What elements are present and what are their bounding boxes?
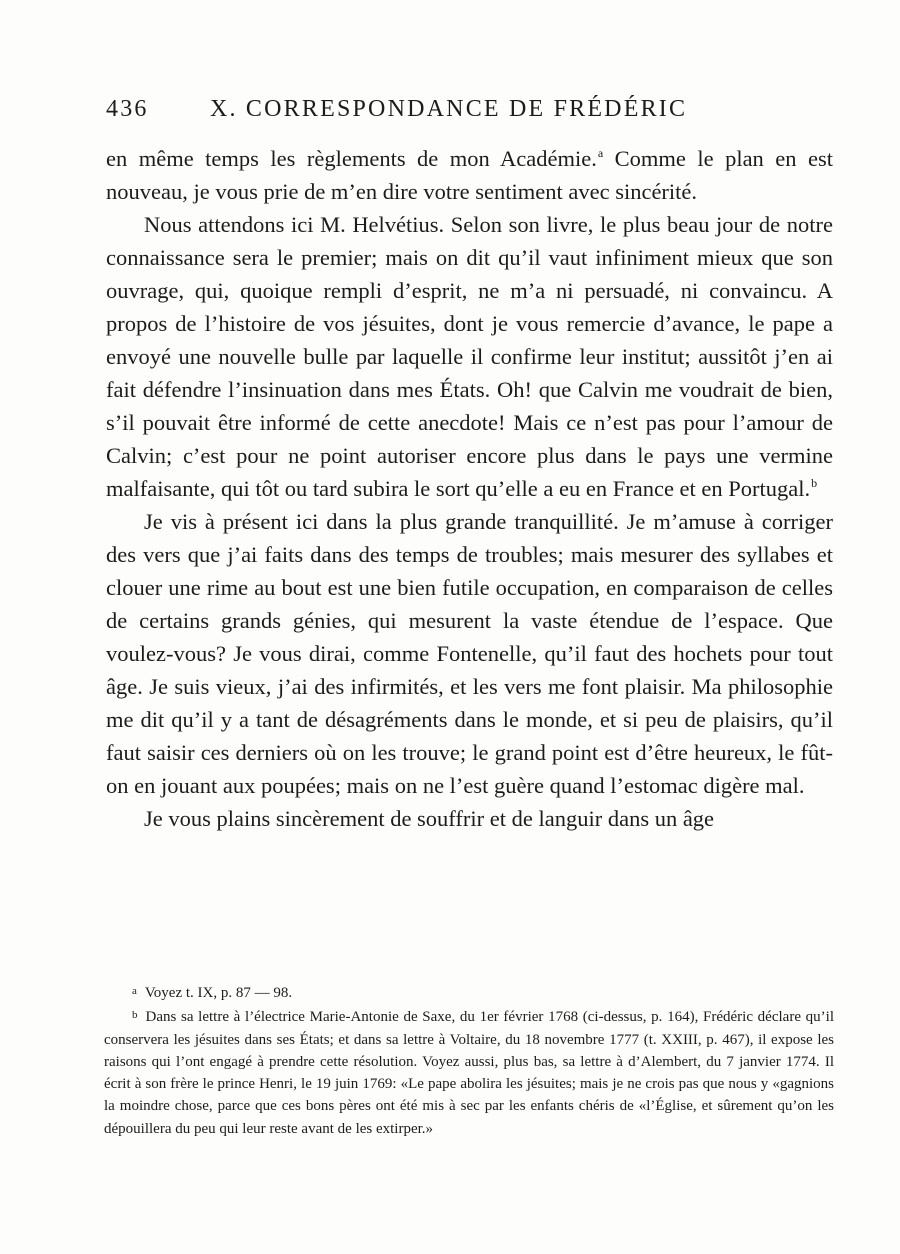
footnote-ref-b: b: [811, 476, 818, 490]
footnote-b: [104, 1004, 834, 1140]
running-head: [106, 96, 846, 136]
paragraph-1-text-continued: Comme le plan en est nouveau, je vous prie de m’en dire votre sentiment avec sincérité.: [106, 146, 833, 204]
paragraph-1: [106, 142, 833, 208]
footnote-a-text: Voyez t. IX, p. 87 — 98.: [144, 985, 293, 1001]
running-head-title: X. CORRESPONDANCE DE FRÉDÉRIC: [210, 96, 688, 122]
main-text: [106, 142, 833, 835]
paragraph-1-text: en même temps les règlements de mon Académie.: [106, 146, 597, 171]
footnote-a-label: a: [132, 985, 137, 997]
footnote-a: [104, 980, 834, 1004]
paragraph-3: [106, 505, 833, 802]
footnote-b-label: b: [132, 1009, 138, 1022]
paragraph-2-text: Nous attendons ici M. Helvétius. Selon son livre, le plus beau jour de notre connaissance sera le premier; mais on dit qu’il vaut infiniment mieux que son ouvrage, qui, quoique rempli d’esprit, ne m’a ni persuadé, ni convaincu. A propos de l’histoire de vos jésuites, dont je vous remercie d’avance, le pape a envoyé une nouvelle bulle par laquelle il confirme leur institut; aussitôt j’en ai fait défendre l’insinuation dans mes États. Oh! que Calvin me voudrait de bien, s’il pouvait être informé de cette anecdote! Mais ce n’est pas pour l’amour de Calvin; c’est pour ne point autoriser encore plus dans le pays une vermine malfaisante, qui tôt ou tard subira le sort qu’elle a eu en France et en Portugal.: [106, 212, 833, 501]
page-number: 436: [106, 96, 149, 122]
paragraph-2: [106, 208, 833, 505]
paragraph-4-text: Je vous plains sincèrement de souffrir et de languir dans un âge: [144, 806, 715, 831]
paragraph-4: [106, 802, 833, 835]
footnote-b-text: Dans sa lettre à l’électrice Marie-Antonie de Saxe, du 1er février 1768 (ci-dessus, p. 164), Frédéric déclare qu’il conservera les jésuites dans ses États; et dans sa lettre à Voltaire, du 18 novembre 1777 (t. XXIII, p. 467), il expose les raisons qui l’ont engagé à prendre cette résolution. Voyez aussi, plus bas, sa lettre à d’Alembert, du 7 janvier 1774. Il écrit à son frère le prince Henri, le 19 juin 1769: «Le pape abolira les jésuites; mais je ne crois pas que nous y «gagnions la moindre chose, parce que ces bons pères ont été mis à sec par les enfants chéris de «l’Église, et sûrement qu’on les dépouillera du peu qui leur reste avant de les extirper.»: [104, 1009, 834, 1137]
footnotes: [104, 980, 834, 1140]
footnote-ref-a: a: [597, 146, 604, 160]
paragraph-3-text: Je vis à présent ici dans la plus grande tranquillité. Je m’amuse à corriger des vers que j’ai faits dans des temps de troubles; mais mesurer des syllabes et clouer une rime au bout est une bien futile occupation, en comparaison de celles de certains grands génies, qui mesurent la vaste étendue de l’espace. Que voulez-vous? Je vous dirai, comme Fontenelle, qu’il faut des hochets pour tout âge. Je suis vieux, j’ai des infirmités, et les vers me font plaisir. Ma philosophie me dit qu’il y a tant de désagréments dans le monde, et si peu de plaisirs, qu’il faut saisir ces derniers où on les trouve; le grand point est d’être heureux, le fût-on en jouant aux poupées; mais on ne l’est guère quand l’estomac digère mal.: [106, 509, 833, 798]
